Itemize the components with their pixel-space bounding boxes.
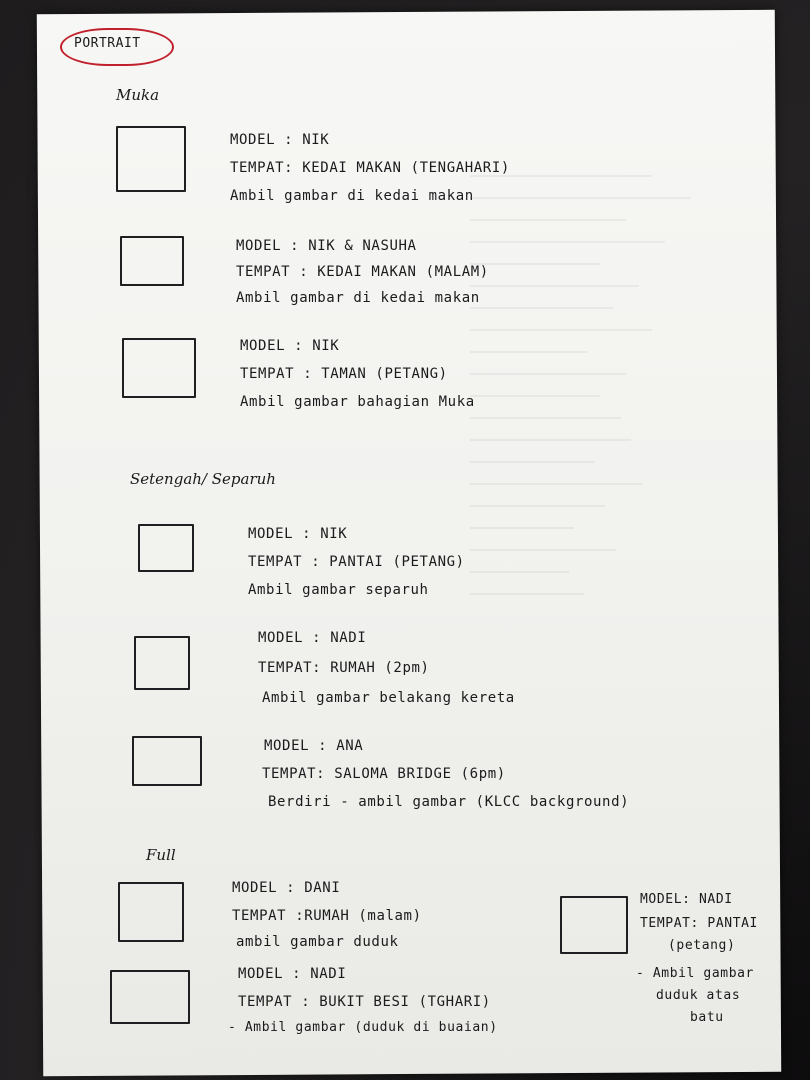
bleed-through [470,155,730,715]
entry-tempat: TEMPAT : PANTAI (PETANG) [248,554,465,570]
page-title: PORTRAIT [74,36,141,51]
entry-tempat: TEMPAT :RUMAH (malam) [232,908,422,924]
entry-model: MODEL : NIK [248,526,348,542]
entry-tempat: TEMPAT: KEDAI MAKAN (TENGAHARI) [230,160,510,176]
side-entry-tempat-time: (petang) [668,938,736,953]
frame-box [122,338,196,398]
section-muka: Muka [116,86,160,104]
frame-box [134,636,190,690]
entry-tempat: TEMPAT : KEDAI MAKAN (MALAM) [236,264,489,280]
entry-model: MODEL : NADI [238,966,347,982]
entry-note: ambil gambar duduk [236,934,399,950]
entry-model: MODEL : DANI [232,880,341,896]
section-setengah: Setengah/ Separuh [130,470,276,488]
entry-model: MODEL : NADI [258,630,367,646]
frame-box [132,736,202,786]
section-full: Full [146,846,176,864]
entry-note: Ambil gambar bahagian Muka [240,394,475,410]
entry-tempat: TEMPAT : BUKIT BESI (TGHARI) [238,994,491,1010]
entry-note: Ambil gambar belakang kereta [262,690,515,706]
side-entry-model: MODEL: NADI [640,892,733,907]
side-entry-note: batu [690,1010,724,1025]
entry-model: MODEL : NIK [230,132,330,148]
side-entry-note: duduk atas [656,988,741,1003]
frame-box [120,236,184,286]
entry-tempat: TEMPAT : TAMAN (PETANG) [240,366,448,382]
entry-model: MODEL : NIK [240,338,340,354]
side-entry-tempat: TEMPAT: PANTAI [640,916,758,931]
entry-note: Ambil gambar di kedai makan [230,188,474,204]
frame-box [118,882,184,942]
entry-model: MODEL : ANA [264,738,364,754]
frame-box [560,896,628,954]
frame-box [116,126,186,192]
entry-note: Berdiri - ambil gambar (KLCC background) [268,794,630,810]
entry-tempat: TEMPAT: RUMAH (2pm) [258,660,430,676]
entry-tempat: TEMPAT: SALOMA BRIDGE (6pm) [262,766,506,782]
entry-model: MODEL : NIK & NASUHA [236,238,417,254]
entry-note: Ambil gambar di kedai makan [236,290,480,306]
side-entry-note: - Ambil gambar [636,966,754,981]
frame-box [138,524,194,572]
entry-note: - Ambil gambar (duduk di buaian) [228,1020,498,1035]
frame-box [110,970,190,1024]
entry-note: Ambil gambar separuh [248,582,429,598]
